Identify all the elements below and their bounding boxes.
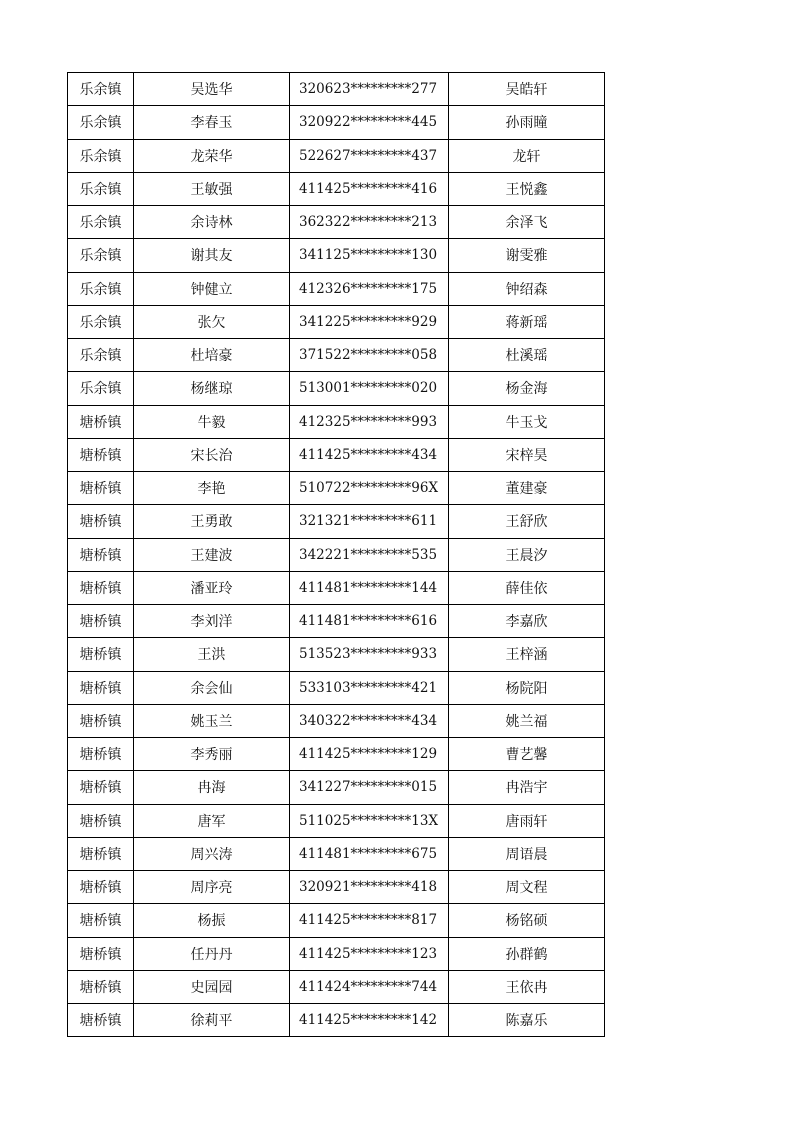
id-number-cell: 341225*********929 xyxy=(290,305,449,338)
id-number-cell: 411425*********129 xyxy=(290,738,449,771)
child-name-cell: 唐雨轩 xyxy=(449,804,605,837)
id-number-cell: 341227*********015 xyxy=(290,771,449,804)
table-row xyxy=(68,139,605,172)
table-row xyxy=(68,771,605,804)
town-cell: 塘桥镇 xyxy=(68,904,134,937)
id-number-cell: 411425*********123 xyxy=(290,937,449,970)
parent-name-cell: 任丹丹 xyxy=(134,937,290,970)
table-row xyxy=(68,106,605,139)
table-row xyxy=(68,505,605,538)
table-row xyxy=(68,738,605,771)
town-cell: 乐余镇 xyxy=(68,139,134,172)
table-row xyxy=(68,73,605,106)
parent-name-cell: 唐军 xyxy=(134,804,290,837)
child-name-cell: 牛玉戈 xyxy=(449,405,605,438)
id-number-cell: 411481*********616 xyxy=(290,605,449,638)
child-name-cell: 周文程 xyxy=(449,871,605,904)
table-row xyxy=(68,405,605,438)
table-row xyxy=(68,571,605,604)
town-cell: 塘桥镇 xyxy=(68,671,134,704)
id-number-cell: 510722*********96X xyxy=(290,472,449,505)
child-name-cell: 李嘉欣 xyxy=(449,605,605,638)
child-name-cell: 谢雯雅 xyxy=(449,239,605,272)
roster-table xyxy=(67,72,605,1037)
parent-name-cell: 李春玉 xyxy=(134,106,290,139)
child-name-cell: 宋梓昊 xyxy=(449,438,605,471)
parent-name-cell: 杨继琼 xyxy=(134,372,290,405)
child-name-cell: 杨铭硕 xyxy=(449,904,605,937)
parent-name-cell: 史园园 xyxy=(134,970,290,1003)
table-row xyxy=(68,1004,605,1037)
town-cell: 塘桥镇 xyxy=(68,704,134,737)
parent-name-cell: 王勇敢 xyxy=(134,505,290,538)
parent-name-cell: 谢其友 xyxy=(134,239,290,272)
table-row xyxy=(68,239,605,272)
parent-name-cell: 李艳 xyxy=(134,472,290,505)
parent-name-cell: 王建波 xyxy=(134,538,290,571)
table-row xyxy=(68,472,605,505)
parent-name-cell: 杜培豪 xyxy=(134,339,290,372)
table-row xyxy=(68,272,605,305)
town-cell: 塘桥镇 xyxy=(68,837,134,870)
parent-name-cell: 牛毅 xyxy=(134,405,290,438)
child-name-cell: 杨院阳 xyxy=(449,671,605,704)
town-cell: 乐余镇 xyxy=(68,272,134,305)
id-number-cell: 513523*********933 xyxy=(290,638,449,671)
town-cell: 塘桥镇 xyxy=(68,405,134,438)
id-number-cell: 411425*********817 xyxy=(290,904,449,937)
roster-table-body xyxy=(68,73,605,1037)
id-number-cell: 340322*********434 xyxy=(290,704,449,737)
town-cell: 乐余镇 xyxy=(68,372,134,405)
id-number-cell: 412325*********993 xyxy=(290,405,449,438)
id-number-cell: 513001*********020 xyxy=(290,372,449,405)
parent-name-cell: 潘亚玲 xyxy=(134,571,290,604)
child-name-cell: 曹艺馨 xyxy=(449,738,605,771)
child-name-cell: 陈嘉乐 xyxy=(449,1004,605,1037)
id-number-cell: 411481*********675 xyxy=(290,837,449,870)
child-name-cell: 王晨汐 xyxy=(449,538,605,571)
town-cell: 乐余镇 xyxy=(68,172,134,205)
parent-name-cell: 周兴涛 xyxy=(134,837,290,870)
table-row xyxy=(68,804,605,837)
child-name-cell: 薛佳依 xyxy=(449,571,605,604)
table-row xyxy=(68,837,605,870)
id-number-cell: 533103*********421 xyxy=(290,671,449,704)
table-row xyxy=(68,638,605,671)
table-row xyxy=(68,172,605,205)
town-cell: 塘桥镇 xyxy=(68,438,134,471)
child-name-cell: 董建豪 xyxy=(449,472,605,505)
table-row xyxy=(68,206,605,239)
table-row xyxy=(68,605,605,638)
parent-name-cell: 张欠 xyxy=(134,305,290,338)
town-cell: 塘桥镇 xyxy=(68,738,134,771)
town-cell: 乐余镇 xyxy=(68,339,134,372)
child-name-cell: 周语晨 xyxy=(449,837,605,870)
town-cell: 塘桥镇 xyxy=(68,505,134,538)
child-name-cell: 龙轩 xyxy=(449,139,605,172)
id-number-cell: 342221*********535 xyxy=(290,538,449,571)
town-cell: 塘桥镇 xyxy=(68,937,134,970)
id-number-cell: 320922*********445 xyxy=(290,106,449,139)
child-name-cell: 余泽飞 xyxy=(449,206,605,239)
child-name-cell: 孙群鹤 xyxy=(449,937,605,970)
town-cell: 塘桥镇 xyxy=(68,638,134,671)
id-number-cell: 411424*********744 xyxy=(290,970,449,1003)
id-number-cell: 371522*********058 xyxy=(290,339,449,372)
table-row xyxy=(68,671,605,704)
parent-name-cell: 钟健立 xyxy=(134,272,290,305)
child-name-cell: 王舒欣 xyxy=(449,505,605,538)
town-cell: 塘桥镇 xyxy=(68,970,134,1003)
child-name-cell: 王依冉 xyxy=(449,970,605,1003)
town-cell: 乐余镇 xyxy=(68,106,134,139)
id-number-cell: 511025*********13X xyxy=(290,804,449,837)
parent-name-cell: 姚玉兰 xyxy=(134,704,290,737)
town-cell: 塘桥镇 xyxy=(68,871,134,904)
parent-name-cell: 王敏强 xyxy=(134,172,290,205)
table-row xyxy=(68,538,605,571)
table-row xyxy=(68,339,605,372)
town-cell: 塘桥镇 xyxy=(68,571,134,604)
town-cell: 塘桥镇 xyxy=(68,472,134,505)
id-number-cell: 362322*********213 xyxy=(290,206,449,239)
parent-name-cell: 杨振 xyxy=(134,904,290,937)
child-name-cell: 杨金海 xyxy=(449,372,605,405)
town-cell: 塘桥镇 xyxy=(68,605,134,638)
child-name-cell: 姚兰福 xyxy=(449,704,605,737)
table-row xyxy=(68,305,605,338)
parent-name-cell: 余诗林 xyxy=(134,206,290,239)
id-number-cell: 341125*********130 xyxy=(290,239,449,272)
child-name-cell: 王梓涵 xyxy=(449,638,605,671)
town-cell: 乐余镇 xyxy=(68,73,134,106)
table-row xyxy=(68,438,605,471)
child-name-cell: 蒋新瑶 xyxy=(449,305,605,338)
id-number-cell: 411481*********144 xyxy=(290,571,449,604)
parent-name-cell: 李刘洋 xyxy=(134,605,290,638)
table-row xyxy=(68,937,605,970)
town-cell: 乐余镇 xyxy=(68,305,134,338)
id-number-cell: 320623*********277 xyxy=(290,73,449,106)
town-cell: 塘桥镇 xyxy=(68,1004,134,1037)
child-name-cell: 吴皓轩 xyxy=(449,73,605,106)
table-row xyxy=(68,372,605,405)
child-name-cell: 杜溪瑶 xyxy=(449,339,605,372)
table-row xyxy=(68,970,605,1003)
id-number-cell: 321321*********611 xyxy=(290,505,449,538)
id-number-cell: 522627*********437 xyxy=(290,139,449,172)
parent-name-cell: 徐莉平 xyxy=(134,1004,290,1037)
table-row xyxy=(68,871,605,904)
town-cell: 乐余镇 xyxy=(68,239,134,272)
town-cell: 塘桥镇 xyxy=(68,804,134,837)
id-number-cell: 412326*********175 xyxy=(290,272,449,305)
child-name-cell: 冉浩宇 xyxy=(449,771,605,804)
parent-name-cell: 吴选华 xyxy=(134,73,290,106)
town-cell: 塘桥镇 xyxy=(68,538,134,571)
parent-name-cell: 宋长治 xyxy=(134,438,290,471)
child-name-cell: 王悦鑫 xyxy=(449,172,605,205)
id-number-cell: 320921*********418 xyxy=(290,871,449,904)
table-row xyxy=(68,704,605,737)
parent-name-cell: 王洪 xyxy=(134,638,290,671)
child-name-cell: 孙雨瞳 xyxy=(449,106,605,139)
id-number-cell: 411425*********434 xyxy=(290,438,449,471)
child-name-cell: 钟绍森 xyxy=(449,272,605,305)
table-row xyxy=(68,904,605,937)
town-cell: 乐余镇 xyxy=(68,206,134,239)
parent-name-cell: 李秀丽 xyxy=(134,738,290,771)
parent-name-cell: 余会仙 xyxy=(134,671,290,704)
id-number-cell: 411425*********416 xyxy=(290,172,449,205)
id-number-cell: 411425*********142 xyxy=(290,1004,449,1037)
town-cell: 塘桥镇 xyxy=(68,771,134,804)
parent-name-cell: 龙荣华 xyxy=(134,139,290,172)
parent-name-cell: 周序亮 xyxy=(134,871,290,904)
parent-name-cell: 冉海 xyxy=(134,771,290,804)
